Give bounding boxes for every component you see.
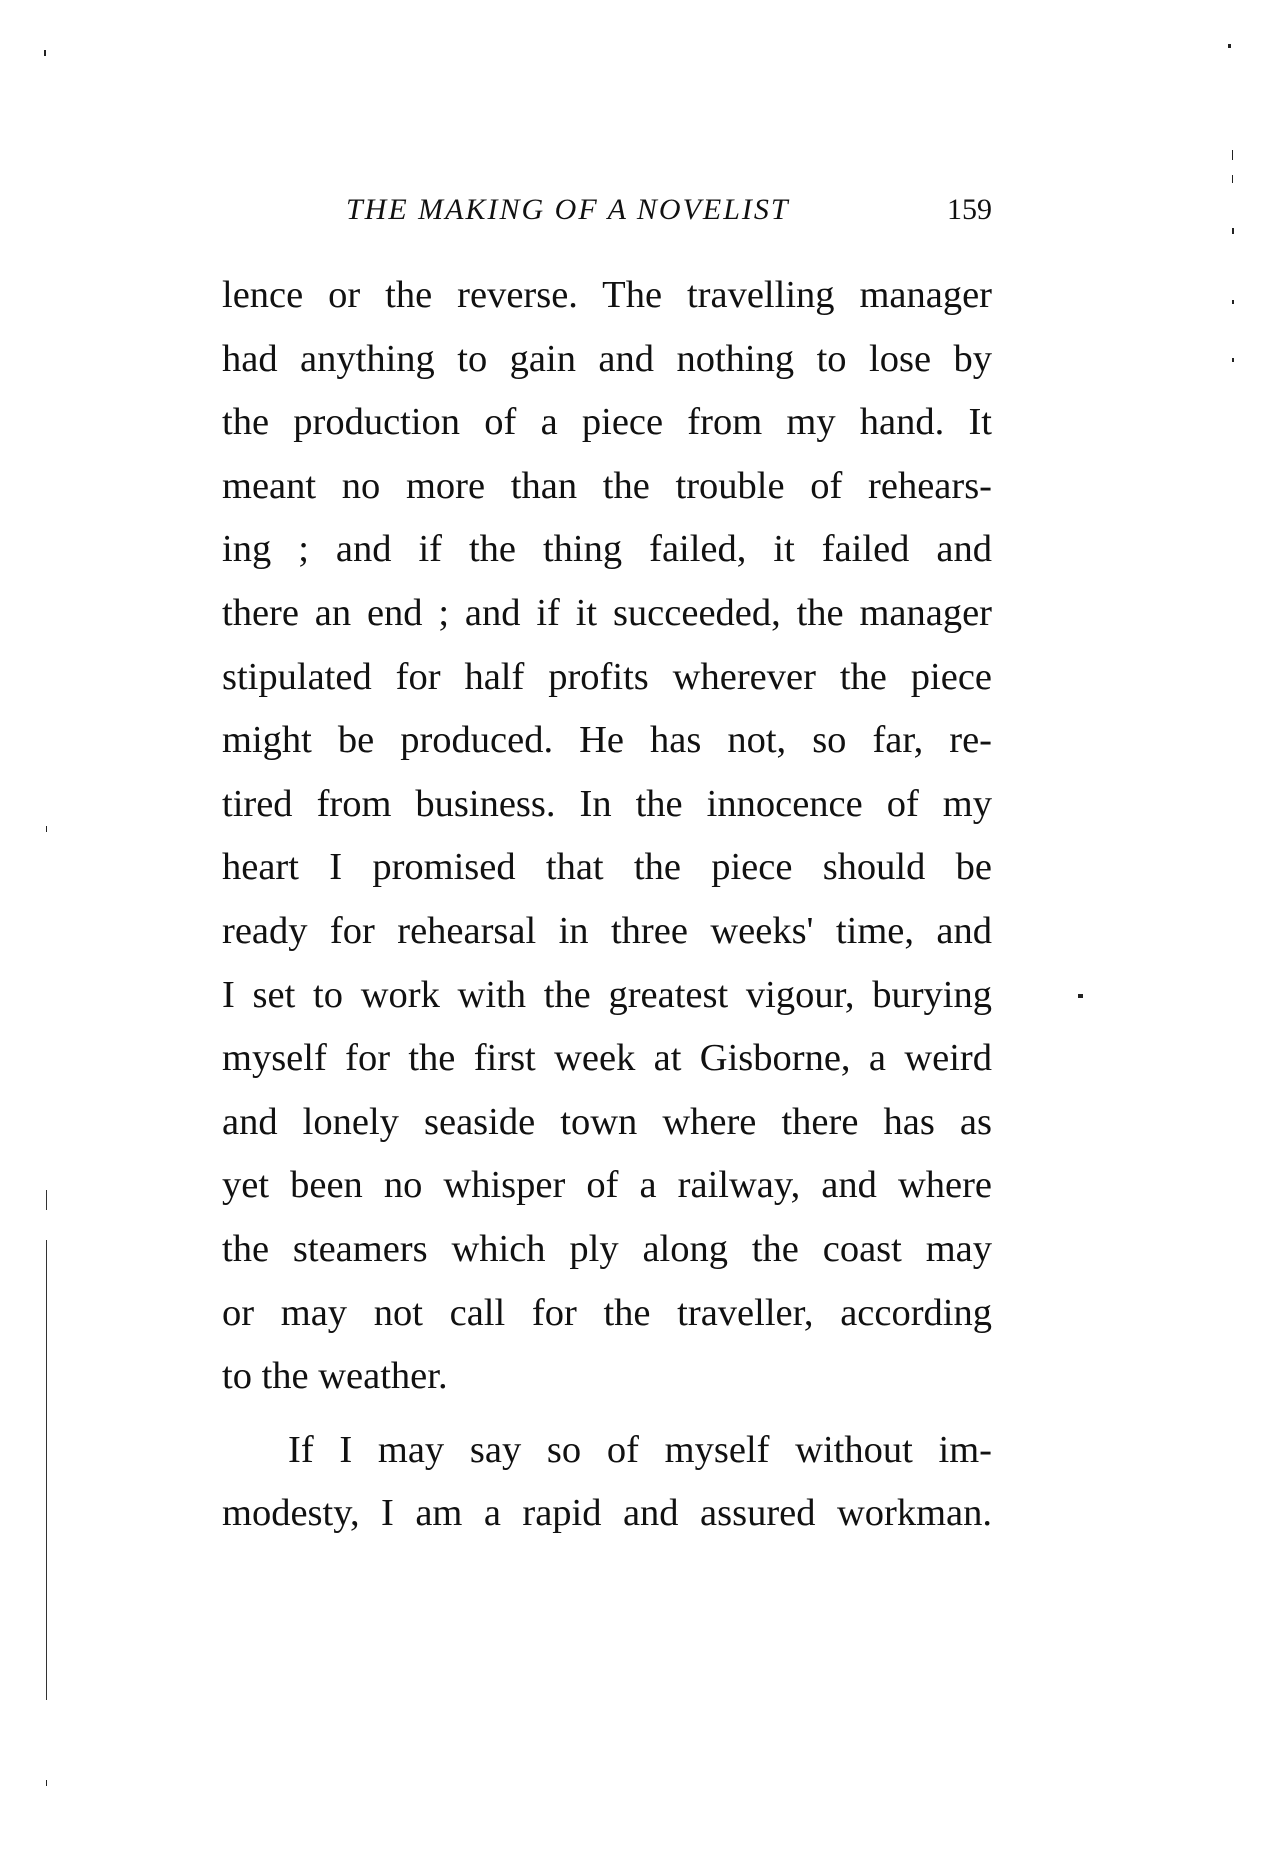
text-line: tired from business. In the innocence of my: [222, 782, 992, 825]
text-line: and lonely seaside town where there has as: [222, 1100, 992, 1143]
text-line: to the weather.: [222, 1355, 448, 1398]
paragraph-gap: [222, 1409, 992, 1419]
text-line: or may not call for the traveller, according: [222, 1291, 992, 1334]
scan-speck: [1078, 994, 1083, 998]
text-line: ready for rehearsal in three weeks' time, and: [222, 909, 992, 952]
scan-speck: [1232, 150, 1233, 160]
paragraph-2: [222, 1419, 992, 1546]
text-line: heart I promised that the piece should be: [222, 846, 992, 889]
scan-speck: [1232, 300, 1234, 304]
body-text: [222, 264, 992, 1546]
running-head: [222, 190, 992, 230]
text-line: yet been no whisper of a railway, and where: [222, 1164, 992, 1207]
scan-edge-line: [46, 1190, 47, 1210]
text-line: there an end ; and if it succeeded, the manager: [222, 591, 992, 634]
text-line: stipulated for half profits wherever the piece: [222, 655, 992, 698]
page-number: 159: [947, 193, 992, 226]
text-line: If I may say so of myself without im-: [288, 1428, 992, 1471]
scan-speck: [46, 826, 47, 832]
text-line: lence or the reverse. The travelling manager: [222, 274, 992, 316]
scan-speck: [1232, 228, 1234, 234]
scan-edge-line: [46, 1240, 47, 1700]
text-line: ing ; and if the thing failed, it failed and: [222, 528, 992, 571]
text-line: the production of a piece from my hand. It: [222, 401, 992, 444]
scan-speck: [46, 1780, 47, 1786]
text-line: had anything to gain and nothing to lose by: [222, 337, 992, 380]
text-line: meant no more than the trouble of rehears-: [222, 464, 992, 507]
text-line: might be produced. He has not, so far, re-: [222, 719, 992, 762]
running-title: THE MAKING OF A NOVELIST: [346, 193, 790, 226]
scan-speck: [1228, 44, 1231, 48]
text-line: I set to work with the greatest vigour, burying: [222, 973, 992, 1016]
scan-speck: [1232, 175, 1233, 183]
scan-speck: [1232, 358, 1234, 362]
text-line: the steamers which ply along the coast may: [222, 1227, 992, 1270]
text-line: myself for the first week at Gisborne, a weird: [222, 1037, 992, 1080]
paragraph-1: [222, 264, 992, 1409]
text-line: modesty, I am a rapid and assured workman.: [222, 1492, 992, 1535]
scan-speck: [44, 50, 46, 56]
